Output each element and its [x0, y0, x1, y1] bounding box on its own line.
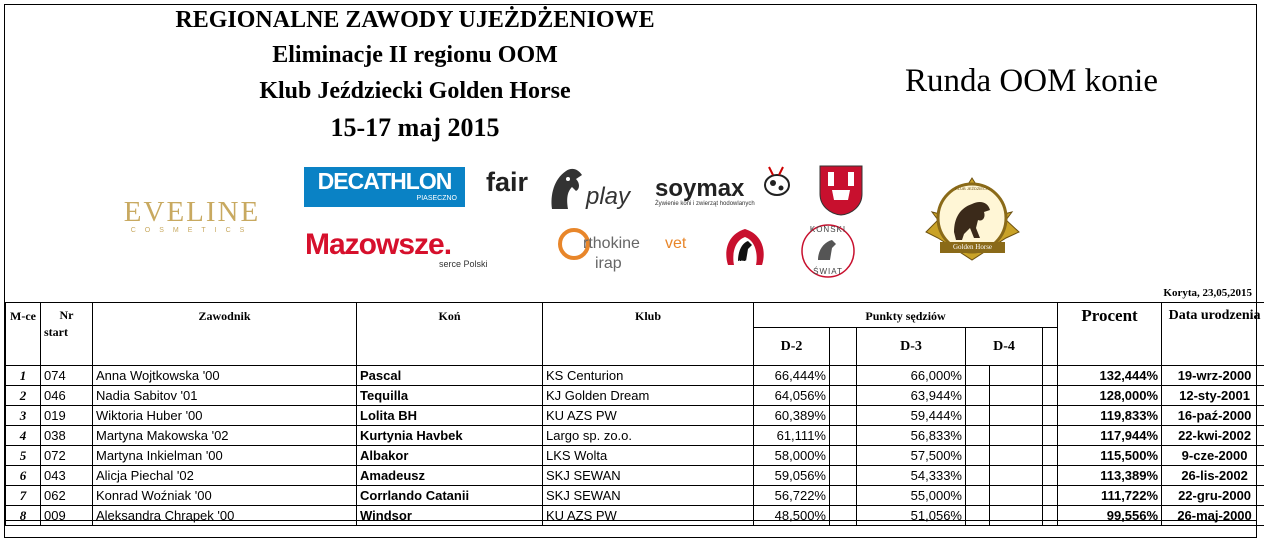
row-start-number: 046	[41, 386, 93, 406]
row-rider: Aleksandra Chrapek '00	[93, 506, 357, 526]
row-d3-score: 51,056%	[857, 506, 966, 526]
row-rider: Alicja Piechal '02	[93, 466, 357, 486]
row-club: Largo sp. zo.o.	[543, 426, 754, 446]
row-d3-score: 63,944%	[857, 386, 966, 406]
row-d4-score	[990, 506, 1043, 526]
row-place: 6	[6, 466, 41, 486]
row-d4-blank	[1043, 466, 1058, 486]
orthokine-logo-text-c: irap	[595, 255, 622, 272]
row-d3-score: 55,000%	[857, 486, 966, 506]
row-d2-score: 61,111%	[754, 426, 830, 446]
row-d3-score: 59,444%	[857, 406, 966, 426]
row-birth-date: 22-kwi-2002	[1162, 426, 1264, 446]
table-row	[6, 406, 1264, 426]
event-title: REGIONALNE ZAWODY UJEŻDŻENIOWE	[175, 7, 655, 33]
row-rider: Martyna Makowska '02	[93, 426, 357, 446]
row-d4-score	[990, 446, 1043, 466]
row-percent: 115,500%	[1058, 446, 1162, 466]
row-place: 4	[6, 426, 41, 446]
row-d3-blank	[966, 426, 990, 446]
row-d4-blank	[1043, 426, 1058, 446]
golden-horse-logo-text: Golden Horse	[952, 243, 993, 251]
header-club: Klub	[543, 303, 754, 366]
golden-horse-logo-top: KLUB JEŹDZIECKI	[955, 186, 990, 191]
table-row	[6, 426, 1264, 446]
wkfj-logo	[720, 225, 770, 271]
header-horse: Koń	[357, 303, 543, 366]
row-d3-blank	[966, 446, 990, 466]
row-d4-blank	[1043, 386, 1058, 406]
round-title: Runda OOM konie	[905, 63, 1158, 99]
decathlon-logo-sub: PIASECZNO	[416, 195, 457, 202]
header-start: start	[44, 325, 68, 339]
table-row	[6, 486, 1264, 506]
row-d4-score	[990, 406, 1043, 426]
event-subtitle: Eliminacje II regionu OOM	[272, 42, 558, 68]
header-d2-blank	[830, 328, 857, 366]
row-place: 3	[6, 406, 41, 426]
soymax-logo-sub: Żywienie koni i zwierząt hodowlanych	[655, 201, 755, 207]
soymax-logo-text: soymax	[655, 175, 745, 202]
row-club: KU AZS PW	[543, 506, 754, 526]
row-place: 5	[6, 446, 41, 466]
row-club: KJ Golden Dream	[543, 386, 754, 406]
cow-icon	[759, 163, 793, 199]
row-percent: 119,833%	[1058, 406, 1162, 426]
place-and-date: Koryta, 23,05,2015	[1163, 287, 1252, 299]
row-rider: Nadia Sabitov '01	[93, 386, 357, 406]
row-birth-date: 26-maj-2000	[1162, 506, 1264, 526]
row-place: 2	[6, 386, 41, 406]
row-birth-date: 26-lis-2002	[1162, 466, 1264, 486]
eveline-logo-sub: COSMETICS	[130, 227, 254, 234]
eveline-logo	[112, 197, 272, 234]
row-birth-date: 22-gru-2000	[1162, 486, 1264, 506]
fairplay-logo-text-a: fair	[486, 167, 529, 197]
row-d3-blank	[966, 406, 990, 426]
decathlon-logo-text: DECATHLON	[317, 168, 452, 194]
row-percent: 99,556%	[1058, 506, 1162, 526]
row-place: 7	[6, 486, 41, 506]
konski-swiat-logo-sub: ŚWIAT	[813, 267, 843, 276]
row-start-number: 074	[41, 366, 93, 386]
row-place: 8	[6, 506, 41, 526]
mazowsze-logo-text: Mazowsze.	[305, 228, 452, 261]
header-birth-date: Data urodzenia	[1162, 303, 1264, 366]
row-horse: Corrlando Catanii	[357, 486, 543, 506]
event-organizer: Klub Jeździecki Golden Horse	[259, 78, 571, 104]
table-row	[6, 506, 1264, 526]
row-d3-blank	[966, 486, 990, 506]
row-horse: Tequilla	[357, 386, 543, 406]
row-horse: Amadeusz	[357, 466, 543, 486]
row-d2-blank	[830, 466, 857, 486]
row-d4-blank	[1043, 406, 1058, 426]
row-d2-score: 60,389%	[754, 406, 830, 426]
header-nr: Nr	[59, 308, 74, 322]
row-d2-blank	[830, 426, 857, 446]
row-d3-score: 57,500%	[857, 446, 966, 466]
golden-horse-logo	[920, 172, 1025, 264]
row-d3-blank	[966, 506, 990, 526]
row-d2-score: 66,444%	[754, 366, 830, 386]
row-d4-score	[990, 386, 1043, 406]
row-d4-score	[990, 426, 1043, 446]
row-d2-blank	[830, 506, 857, 526]
row-rider: Martyna Inkielman '00	[93, 446, 357, 466]
row-d3-score: 66,000%	[857, 366, 966, 386]
row-d2-blank	[830, 406, 857, 426]
row-d4-blank	[1043, 366, 1058, 386]
row-rider: Anna Wojtkowska '00	[93, 366, 357, 386]
row-rider: Wiktoria Huber '00	[93, 406, 357, 426]
orthokine-logo-text-a: rthokine	[583, 235, 640, 252]
row-club: KU AZS PW	[543, 406, 754, 426]
row-start-number: 019	[41, 406, 93, 426]
row-club: SKJ SEWAN	[543, 466, 754, 486]
row-d3-score: 56,833%	[857, 426, 966, 446]
header-d2: D-2	[754, 328, 830, 366]
row-percent: 128,000%	[1058, 386, 1162, 406]
row-club: KS Centurion	[543, 366, 754, 386]
row-d4-score	[990, 466, 1043, 486]
header-percent: Procent	[1058, 303, 1162, 366]
row-birth-date: 12-sty-2001	[1162, 386, 1264, 406]
row-d2-score: 48,500%	[754, 506, 830, 526]
coat-of-arms-icon	[818, 164, 864, 216]
row-d3-blank	[966, 366, 990, 386]
row-d4-blank	[1043, 486, 1058, 506]
row-d3-score: 54,333%	[857, 466, 966, 486]
eveline-logo-text: EVELINE	[123, 196, 261, 228]
row-d4-score	[990, 366, 1043, 386]
row-d2-blank	[830, 386, 857, 406]
orthokine-logo-text-b: vet	[665, 235, 687, 252]
fairplay-logo-text-b: play	[586, 183, 631, 210]
row-start-number: 038	[41, 426, 93, 446]
row-d3-blank	[966, 386, 990, 406]
row-d2-score: 58,000%	[754, 446, 830, 466]
row-percent: 117,944%	[1058, 426, 1162, 446]
row-d2-blank	[830, 446, 857, 466]
bottom-rule	[5, 520, 1257, 521]
konski-swiat-logo	[798, 222, 858, 280]
row-horse: Albakor	[357, 446, 543, 466]
row-club: LKS Wolta	[543, 446, 754, 466]
row-club: SKJ SEWAN	[543, 486, 754, 506]
row-d2-score: 64,056%	[754, 386, 830, 406]
row-horse: Kurtynia Havbek	[357, 426, 543, 446]
event-dates: 15-17 maj 2015	[330, 113, 500, 142]
row-d2-blank	[830, 366, 857, 386]
row-d3-blank	[966, 466, 990, 486]
row-place: 1	[6, 366, 41, 386]
mazowsze-logo	[305, 228, 515, 272]
row-d4-blank	[1043, 506, 1058, 526]
coat-of-arms-logo	[818, 164, 864, 216]
table-row	[6, 446, 1264, 466]
header-judges: Punkty sędziów	[754, 303, 1058, 328]
konski-swiat-logo-text: KOŃSKI	[809, 225, 847, 234]
table-header-row	[6, 303, 1264, 328]
row-horse: Windsor	[357, 506, 543, 526]
fairplay-logo	[486, 165, 636, 213]
header-d3: D-3	[857, 328, 966, 366]
row-rider: Konrad Woźniak '00	[93, 486, 357, 506]
row-d2-blank	[830, 486, 857, 506]
row-horse: Lolita BH	[357, 406, 543, 426]
header-d4-blank	[1043, 328, 1058, 366]
row-start-number: 009	[41, 506, 93, 526]
row-start-number: 072	[41, 446, 93, 466]
mazowsze-logo-sub: serce Polski	[439, 259, 488, 269]
row-percent: 111,722%	[1058, 486, 1162, 506]
row-d2-score: 59,056%	[754, 466, 830, 486]
table-row	[6, 366, 1264, 386]
header-d4: D-4	[966, 328, 1043, 366]
row-d4-blank	[1043, 446, 1058, 466]
row-birth-date: 9-cze-2000	[1162, 446, 1264, 466]
row-start-number: 062	[41, 486, 93, 506]
row-d4-score	[990, 486, 1043, 506]
row-percent: 132,444%	[1058, 366, 1162, 386]
orthokine-logo	[557, 225, 702, 275]
row-birth-date: 19-wrz-2000	[1162, 366, 1264, 386]
decathlon-logo	[304, 167, 465, 207]
row-horse: Pascal	[357, 366, 543, 386]
row-birth-date: 16-paź-2000	[1162, 406, 1264, 426]
header-rider: Zawodnik	[93, 303, 357, 366]
wkfj-logo-text: WKFJ	[736, 261, 754, 267]
header-start-number	[41, 303, 93, 366]
table-row	[6, 386, 1264, 406]
header-place: M-ce	[6, 303, 41, 366]
row-d2-score: 56,722%	[754, 486, 830, 506]
table-row	[6, 466, 1264, 486]
row-start-number: 043	[41, 466, 93, 486]
row-percent: 113,389%	[1058, 466, 1162, 486]
horse-head-icon	[546, 165, 586, 211]
results-table	[5, 302, 1264, 526]
soymax-logo	[655, 163, 795, 211]
